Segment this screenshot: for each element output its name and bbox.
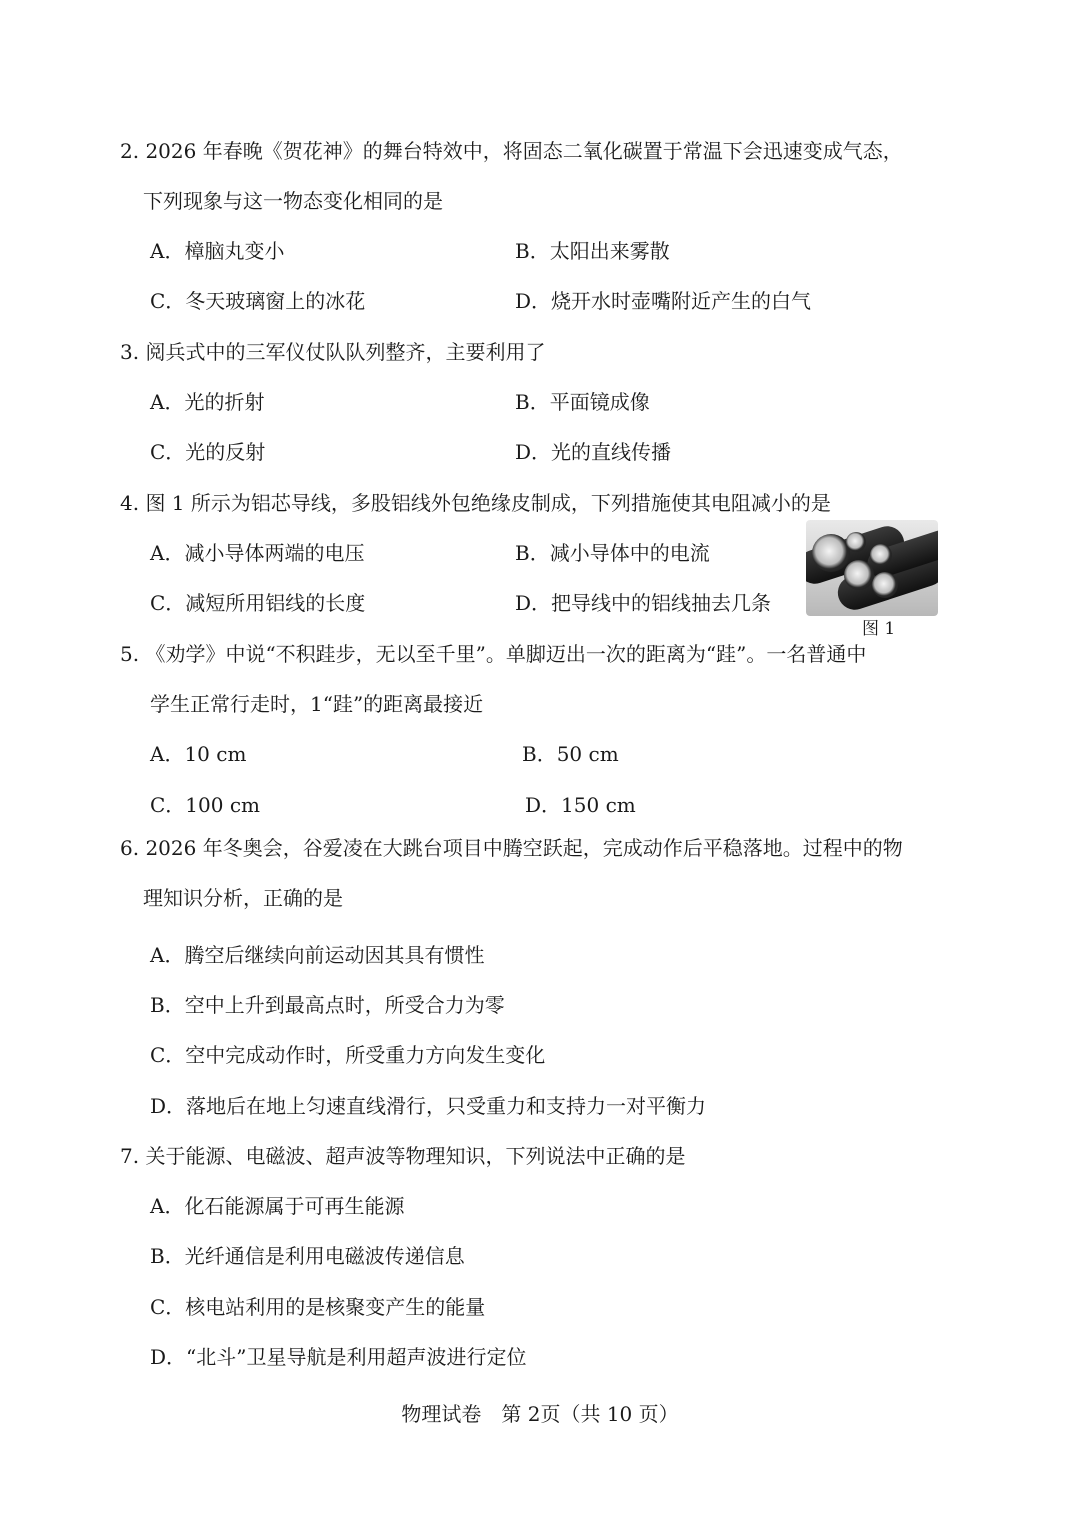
question-4-option-a: A．减小导体两端的电压: [150, 541, 365, 565]
question-7-stem: 7. 关于能源、电磁波、超声波等物理知识，下列说法中正确的是: [120, 1144, 686, 1168]
question-5-option-d: D．150 cm: [525, 793, 636, 817]
question-3-option-d: D．光的直线传播: [515, 440, 672, 464]
question-4-option-b: B．减小导体中的电流: [515, 541, 710, 565]
question-2-option-a: A．樟脑丸变小: [150, 239, 285, 263]
question-3-option-a: A．光的折射: [150, 390, 265, 414]
question-2-option-d: D．烧开水时壶嘴附近产生的白气: [515, 289, 812, 313]
question-4-stem: 4. 图 1 所示为铝芯导线，多股铝线外包绝缘皮制成，下列措施使其电阻减小的是: [120, 491, 831, 515]
question-6-option-c: C．空中完成动作时，所受重力方向发生变化: [150, 1043, 546, 1067]
aluminum-cable-figure: [806, 520, 938, 616]
question-7-option-b: B．光纤通信是利用电磁波传递信息: [150, 1244, 465, 1268]
question-5-option-c: C．100 cm: [150, 793, 260, 817]
question-5-option-b: B．50 cm: [522, 742, 619, 766]
question-6-option-d: D．落地后在地上匀速直线滑行，只受重力和支持力一对平衡力: [150, 1094, 707, 1118]
question-5-stem-line1: 5. 《劝学》中说“不积跬步，无以至千里”。单脚迈出一次的距离为“跬”。一名普通中: [120, 642, 867, 666]
question-2-stem-line2: 下列现象与这一物态变化相同的是: [143, 189, 443, 213]
question-5-option-a: A．10 cm: [150, 742, 247, 766]
question-4-option-d: D．把导线中的铝线抽去几条: [515, 591, 772, 615]
question-3-option-c: C．光的反射: [150, 440, 266, 464]
question-6-option-b: B．空中上升到最高点时，所受合力为零: [150, 993, 505, 1017]
question-3-stem: 3. 阅兵式中的三军仪仗队队列整齐，主要利用了: [120, 340, 546, 364]
page-footer: 物理试卷 第 2页（共 10 页）: [401, 1402, 679, 1426]
question-6-option-a: A．腾空后继续向前运动因其具有惯性: [150, 943, 485, 967]
question-6-stem-line1: 6. 2026 年冬奥会，谷爱凌在大跳台项目中腾空跃起，完成动作后平稳落地。过程中的物: [120, 836, 903, 860]
question-2-option-b: B．太阳出来雾散: [515, 239, 670, 263]
question-3-option-b: B．平面镜成像: [515, 390, 650, 414]
question-6-stem-line2: 理知识分析，正确的是: [143, 886, 343, 910]
question-5-stem-line2: 学生正常行走时，1“跬”的距离最接近: [150, 692, 484, 716]
question-7-option-d: D．“北斗”卫星导航是利用超声波进行定位: [150, 1345, 527, 1369]
question-7-option-c: C．核电站利用的是核聚变产生的能量: [150, 1295, 486, 1319]
question-2-stem-line1: 2. 2026 年春晚《贺花神》的舞台特效中，将固态二氧化碳置于常温下会迅速变成气态，: [120, 139, 903, 163]
figure-1-caption: 图 1: [862, 619, 896, 639]
question-4-option-c: C．减短所用铝线的长度: [150, 591, 366, 615]
question-7-option-a: A．化石能源属于可再生能源: [150, 1194, 405, 1218]
question-2-option-c: C．冬天玻璃窗上的冰花: [150, 289, 366, 313]
